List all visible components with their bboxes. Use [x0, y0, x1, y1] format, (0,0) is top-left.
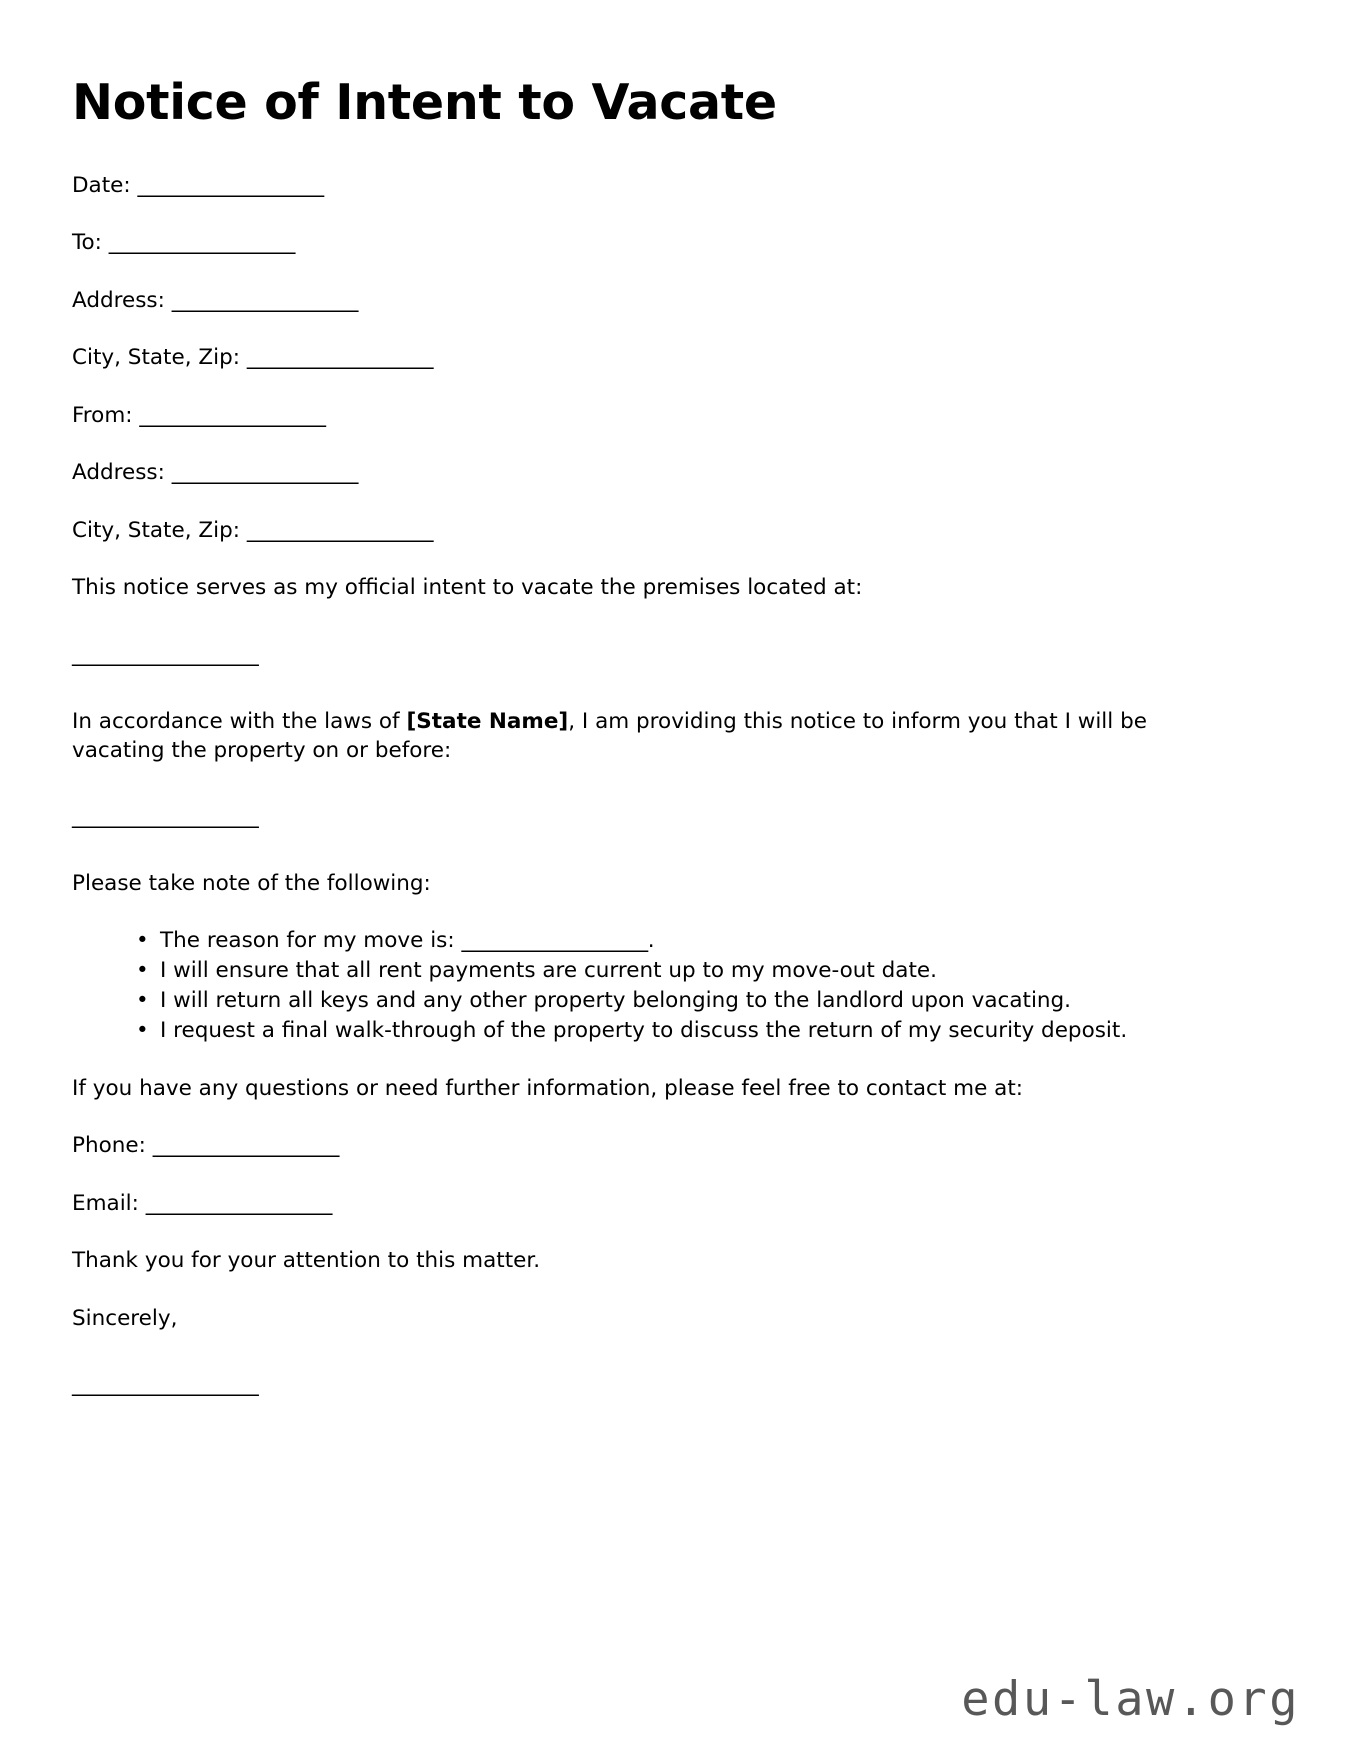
field-recipient-city-state-zip-blank[interactable]: __________________	[246, 345, 434, 371]
field-phone	[72, 1131, 1272, 1160]
field-phone-label: Phone:	[72, 1133, 153, 1159]
field-recipient-address-label: Address:	[72, 287, 172, 313]
list-item	[136, 1016, 1272, 1045]
field-sender-city-state-zip	[72, 516, 1272, 545]
accordance-prefix: In accordance with the laws of	[72, 708, 407, 734]
field-email-label: Email:	[72, 1190, 146, 1216]
accordance-suffix: , I am providing this notice to inform you that I will be vacating the property on or before:	[72, 708, 1147, 763]
field-from-label: From:	[72, 402, 140, 428]
signature-blank[interactable]: __________________	[72, 1372, 259, 1398]
field-from-blank[interactable]: __________________	[139, 402, 326, 428]
field-recipient-address-blank[interactable]: __________________	[171, 287, 359, 313]
premises-address-blank[interactable]: __________________	[72, 642, 259, 667]
field-recipient-city-state-zip	[72, 343, 1272, 372]
spacer	[72, 698, 1272, 707]
thank-you-paragraph: Thank you for your attention to this matter.	[72, 1248, 541, 1274]
spacer	[72, 1361, 1272, 1370]
field-date-blank[interactable]: __________________	[137, 172, 324, 198]
spacer	[72, 860, 1272, 869]
field-email	[72, 1189, 1272, 1218]
accordance-paragraph	[72, 707, 1208, 765]
contact-intro-paragraph: If you have any questions or need further information, please feel free to contact me at:	[72, 1075, 1023, 1101]
field-recipient-city-state-zip-label: City, State, Zip:	[72, 345, 247, 371]
premises-intro-paragraph: This notice serves as my official intent to vacate the premises located at:	[72, 575, 863, 601]
field-date	[72, 171, 1272, 200]
bullet-4-text: I request a final walk-through of the property to discuss the return of my security deposit.	[160, 1018, 1128, 1044]
page-title: Notice of Intent to Vacate	[72, 74, 777, 131]
bullet-1-text: The reason for my move is:	[160, 928, 462, 954]
list-item	[136, 956, 1272, 985]
list-item	[136, 986, 1272, 1015]
bullet-1-reason-blank[interactable]: __________________	[461, 928, 648, 954]
spacer	[72, 793, 1272, 802]
notice-bullet-list	[72, 926, 1272, 1045]
field-to-blank[interactable]: __________________	[108, 230, 296, 256]
field-phone-blank[interactable]: __________________	[152, 1133, 339, 1159]
state-name-placeholder: [State Name]	[406, 708, 569, 734]
field-sender-city-state-zip-blank[interactable]: __________________	[246, 517, 434, 543]
site-watermark: edu-law.org	[961, 1672, 1300, 1727]
field-date-label: Date:	[72, 172, 138, 198]
field-to	[72, 228, 1272, 257]
list-item	[136, 926, 1272, 955]
bullet-1-suffix: .	[647, 928, 655, 954]
field-sender-address	[72, 458, 1272, 487]
bullet-3-text: I will return all keys and any other property belonging to the landlord upon vacating.	[160, 988, 1072, 1014]
field-email-blank[interactable]: __________________	[145, 1190, 333, 1216]
field-from	[72, 401, 1272, 430]
field-sender-address-blank[interactable]: __________________	[171, 460, 359, 486]
field-to-label: To:	[72, 230, 109, 256]
take-note-paragraph: Please take note of the following:	[72, 870, 431, 896]
salutation-paragraph: Sincerely,	[72, 1305, 178, 1331]
field-recipient-address	[72, 286, 1272, 315]
vacate-date-blank[interactable]: __________________	[72, 804, 259, 830]
bullet-2-text: I will ensure that all rent payments are current up to my move-out date.	[160, 958, 937, 984]
field-sender-city-state-zip-label: City, State, Zip:	[72, 517, 247, 543]
spacer	[72, 631, 1272, 640]
field-sender-address-label: Address:	[72, 460, 172, 486]
document-content	[72, 76, 1272, 1428]
